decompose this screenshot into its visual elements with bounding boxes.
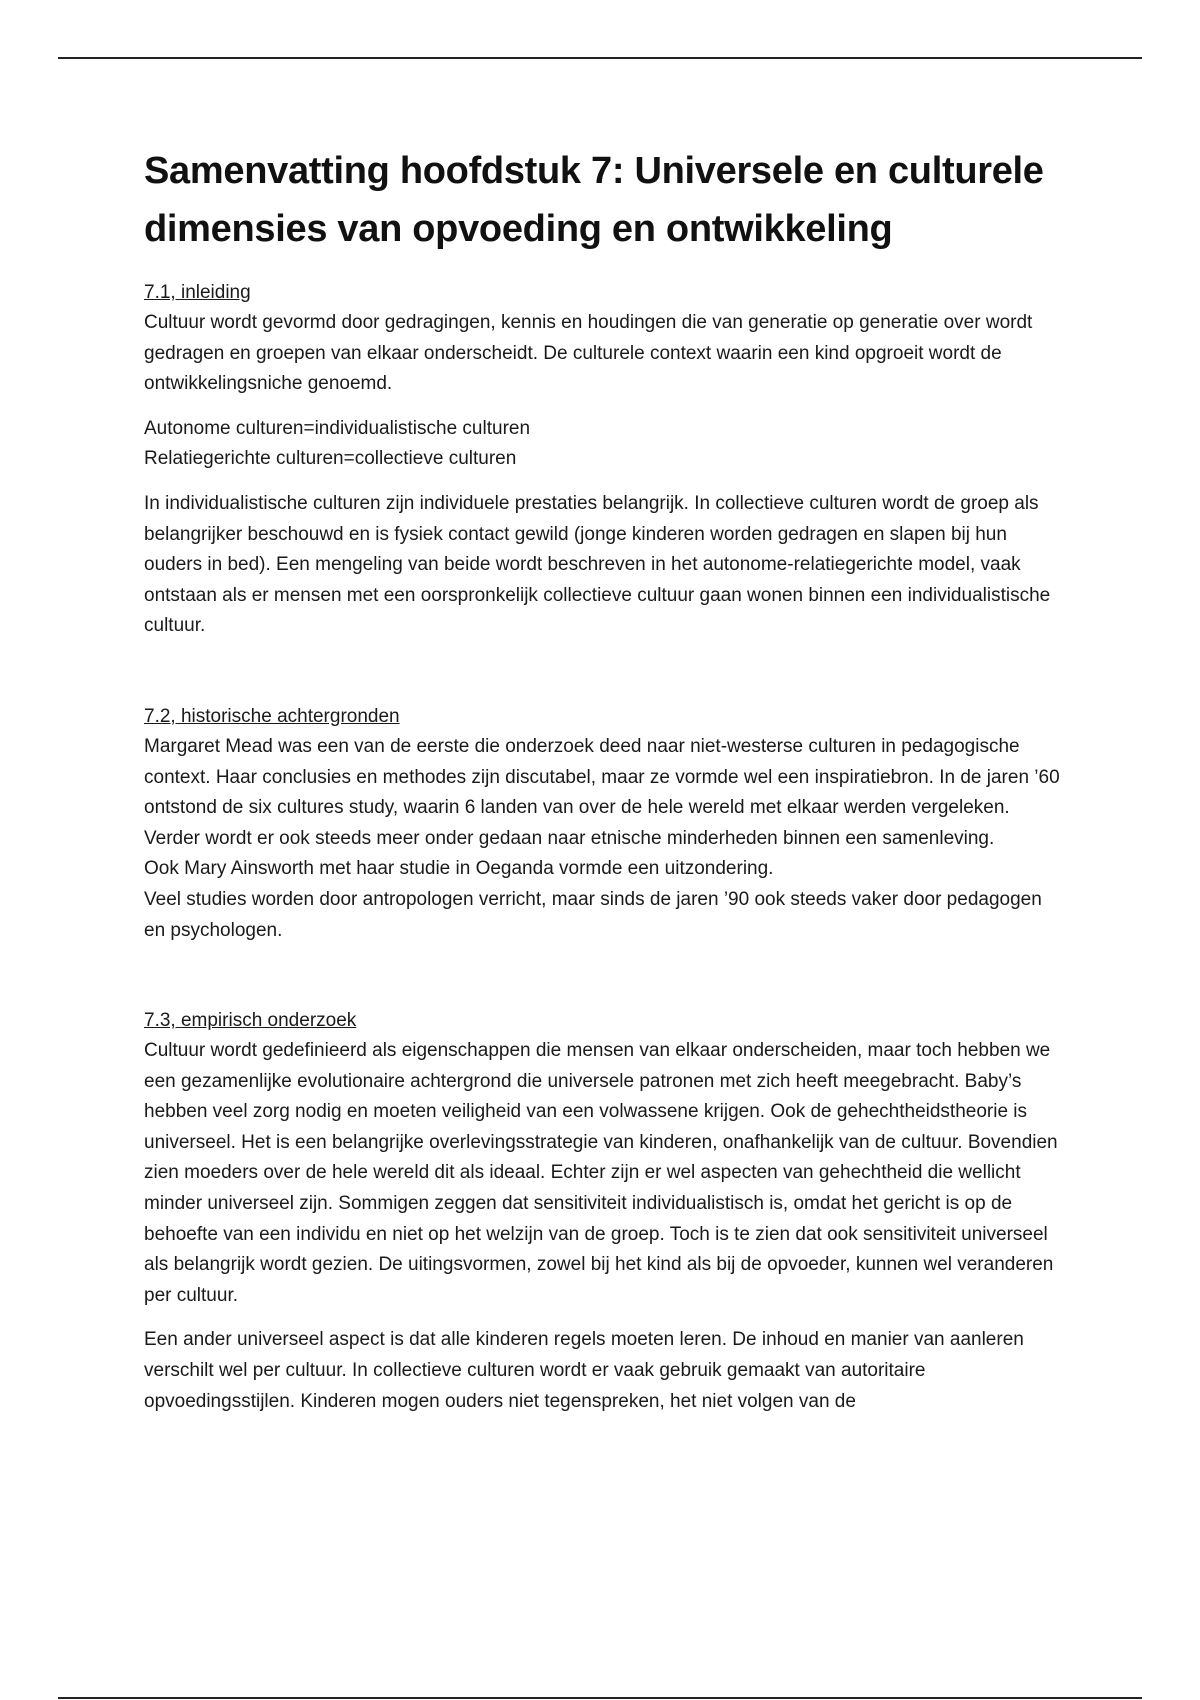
paragraph: In individualistische culturen zijn individuele prestaties belangrijk. In collectieve culturen wordt de groep als belangrijker beschouwd en is fysiek contact gewild (jonge kinderen worden gedragen en slapen bij hun ouders in bed). Een mengeling van beide wordt beschreven in het autonome-relatiegerichte model, vaak ontstaan als er mensen met een oorspronkelijk collectieve cultuur gaan wonen binnen een individualistische cultuur. (144, 492, 1051, 637)
page-bottom-rule (58, 1697, 1142, 1699)
paragraph: Een ander universeel aspect is dat alle kinderen regels moeten leren. De inhoud en manier van aanleren verschilt wel per cultuur. In collectieve culturen wordt er vaak gebruik gemaakt van autoritaire opvoedingsstijlen. Kinderen mogen ouders niet tegenspreken, het niet volgen van de (144, 1329, 1024, 1412)
section-heading: 7.1, inleiding (144, 282, 251, 303)
section-empirisch-onderzoek (144, 1006, 1068, 1417)
paragraph: Cultuur wordt gevormd door gedragingen, kennis en houdingen die van generatie op generatie over wordt gedragen en groepen van elkaar onderscheidt. De culturele context waarin een kind opgroeit wordt de ontwikkelingsniche genoemd. (144, 312, 1033, 395)
definition-line: Relatiegerichte culturen=collectieve culturen (144, 448, 517, 470)
page-top-rule (58, 57, 1142, 59)
definition-line: Autonome culturen=individualistische culturen (144, 417, 531, 439)
paragraph: Veel studies worden door antropologen verricht, maar sinds de jaren ’90 ook steeds vaker door pedagogen en psychologen. (144, 888, 1042, 941)
section-historische-achtergronden (144, 702, 1068, 946)
paragraph: Cultuur wordt gedefinieerd als eigenschappen die mensen van elkaar onderscheiden, maar toch hebben we een gezamenlijke evolutionaire achtergrond die universele patronen met zich heeft meegebracht. Baby’s hebben veel zorg nodig en moeten veiligheid van een volwassene krijgen. Ook de gehechtheidstheorie is universeel. Het is een belangrijke overlevingsstrategie van kinderen, onafhankelijk van de cultuur. Bovendien zien moeders over de hele wereld dit als ideaal. Echter zijn er wel aspecten van gehechtheid die wellicht minder universeel zijn. Sommigen zeggen dat sensitiviteit individualistisch is, omdat het gericht is op de behoefte van een individu en niet op het welzijn van de groep. Toch is te zien dat ook sensitiviteit universeel als belangrijk wordt gezien. De uitingsvormen, zowel bij het kind als bij de opvoeder, kunnen wel veranderen per cultuur. (144, 1040, 1058, 1306)
paragraph: Margaret Mead was een van de eerste die onderzoek deed naar niet-westerse culturen in pedagogische context. Haar conclusies en methodes zijn discutabel, maar ze vormde wel een inspiratiebron. In de jaren ’60 ontstond de six cultures study, waarin 6 landen van over de hele wereld met elkaar werden vergeleken. Verder wordt er ook steeds meer onder gedaan naar etnische minderheden binnen een samenleving. (144, 735, 1060, 849)
paragraph: Ook Mary Ainsworth met haar studie in Oeganda vormde een uitzondering. (144, 858, 774, 880)
section-heading: 7.3, empirisch onderzoek (144, 1010, 357, 1032)
document-title: Samenvatting hoofdstuk 7: Universele en culturele dimensies van opvoeding en ontwikkeling (144, 150, 1044, 250)
document-body (144, 142, 1068, 1431)
section-inleiding (144, 278, 1068, 642)
paragraph (144, 414, 1068, 475)
section-heading: 7.2, historische achtergronden (144, 705, 400, 727)
